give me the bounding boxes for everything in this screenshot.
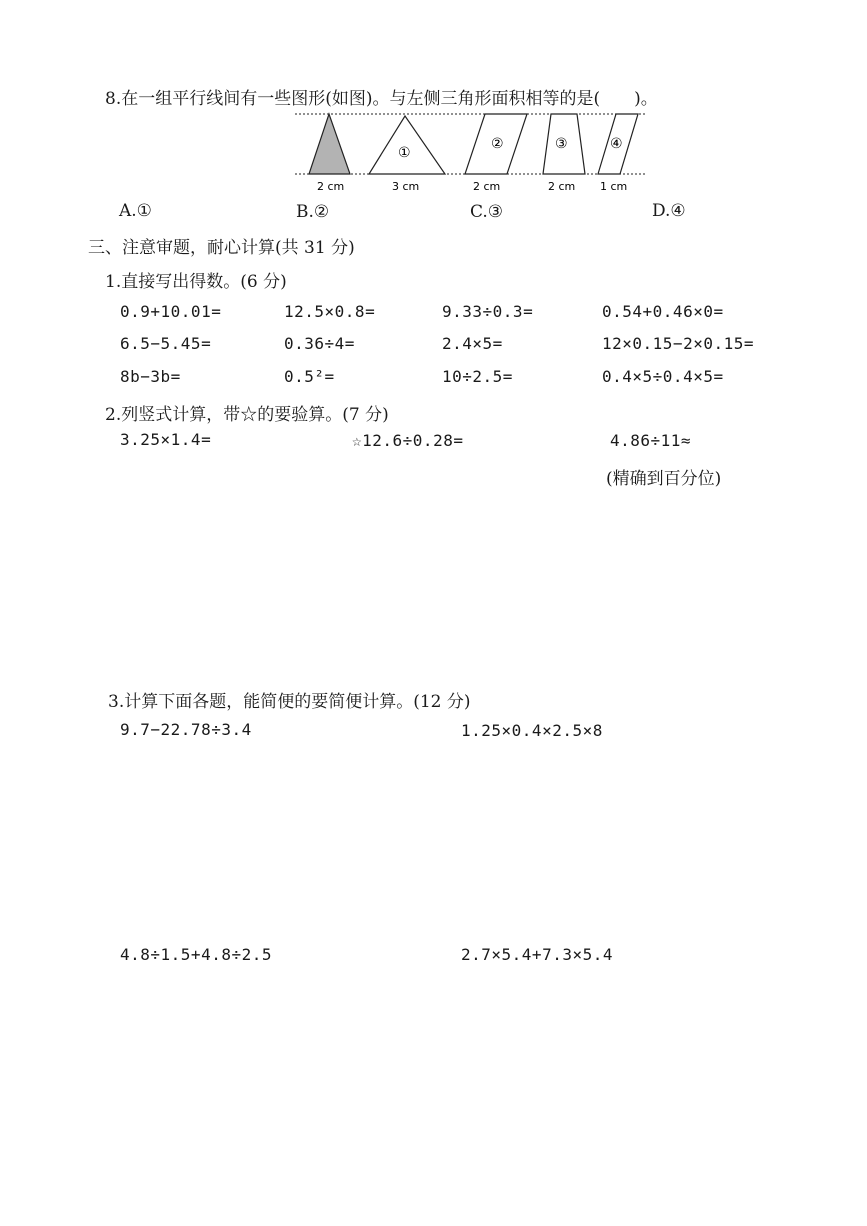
shape-label-4: ④ xyxy=(610,136,623,152)
precision-note: (精确到百分位) xyxy=(606,469,722,489)
calc-r1-c4: 0.54+0.46×0= xyxy=(602,302,724,321)
section-3-title: 三、注意审题，耐心计算(共 31 分) xyxy=(88,238,355,258)
shape-label-1: ① xyxy=(398,145,411,161)
option-c: C.③ xyxy=(470,202,504,222)
calc-r1-c3: 9.33÷0.3= xyxy=(442,302,534,321)
parallel-lines-figure xyxy=(295,108,645,194)
calc-r3-c2: 0.5²= xyxy=(284,367,335,386)
calc-r1-c2: 12.5×0.8= xyxy=(284,302,376,321)
simplify-calc-3: 4.8÷1.5+4.8÷2.5 xyxy=(120,945,272,964)
vertical-calc-3: 4.86÷11≈ xyxy=(610,431,692,450)
calc-r2-c3: 2.4×5= xyxy=(442,334,503,353)
calc-r3-c1: 8b−3b= xyxy=(120,367,181,386)
question-8-text: 8.在一组平行线间有一些图形(如图)。与左侧三角形面积相等的是( )。 xyxy=(105,89,658,109)
part-1-title: 1.直接写出得数。(6 分) xyxy=(105,272,287,292)
calc-r2-c4: 12×0.15−2×0.15= xyxy=(602,334,754,353)
calc-r2-c1: 6.5−5.45= xyxy=(120,334,212,353)
option-d: D.④ xyxy=(652,201,686,221)
shape-label-3: ③ xyxy=(555,136,568,152)
calc-r1-c1: 0.9+10.01= xyxy=(120,302,222,321)
vertical-calc-2: ☆12.6÷0.28= xyxy=(352,431,464,450)
shaded-triangle xyxy=(309,114,350,174)
option-a: A.① xyxy=(119,201,152,221)
base-label-4: 1 cm xyxy=(600,180,628,193)
calc-r3-c4: 0.4×5÷0.4×5= xyxy=(602,367,724,386)
base-label-0: 2 cm xyxy=(317,180,345,193)
simplify-calc-1: 9.7−22.78÷3.4 xyxy=(120,720,252,739)
shape-label-2: ② xyxy=(491,136,504,152)
base-label-2: 2 cm xyxy=(473,180,501,193)
base-label-3: 2 cm xyxy=(548,180,576,193)
simplify-calc-4: 2.7×5.4+7.3×5.4 xyxy=(461,945,613,964)
calc-r3-c3: 10÷2.5= xyxy=(442,367,513,386)
vertical-calc-1: 3.25×1.4= xyxy=(120,430,212,449)
part-2-title: 2.列竖式计算，带☆的要验算。(7 分) xyxy=(105,405,389,425)
part-3-title: 3.计算下面各题，能简便的要简便计算。(12 分) xyxy=(108,692,471,712)
simplify-calc-2: 1.25×0.4×2.5×8 xyxy=(461,721,603,740)
base-label-1: 3 cm xyxy=(392,180,420,193)
calc-r2-c2: 0.36÷4= xyxy=(284,334,355,353)
option-b: B.② xyxy=(296,202,330,222)
